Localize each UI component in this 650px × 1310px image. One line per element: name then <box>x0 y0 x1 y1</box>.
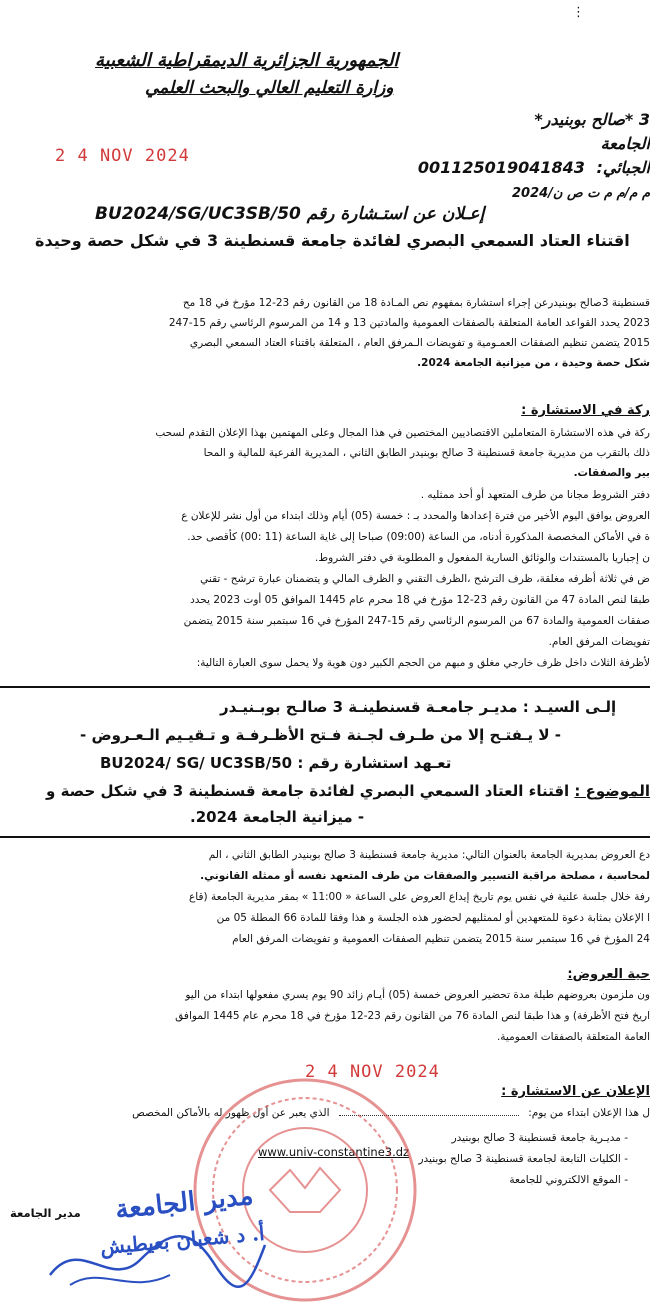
section1-line: تفويضات المرفق العام. <box>548 636 650 648</box>
venue-item: - مديـرية جامعة قسنطينة 3 صالح بوبنيدر <box>451 1132 628 1144</box>
date-stamp-bottom: 2 4 NOV 2024 <box>305 1062 440 1082</box>
ministry-heading: وزارة التعليم العالي والبحث العلمي <box>145 78 394 98</box>
envelope-bottom-border <box>0 836 650 838</box>
envelope-subject-text: اقتناء العتاد السمعي البصري لفائدة جامعة قسنطينة 3 في شكل حصة و <box>46 782 570 800</box>
announcement-subject: اقتناء العتاد السمعي البصري لفائدة جامعة قسنطينة 3 في شكل حصة وحيدة <box>35 231 630 250</box>
envelope-addressee: إلـى السيـد : مديـر جامعـة قسنطينـة 3 صالـح بوبـنيـدر <box>220 698 617 716</box>
section2-line: 24 المؤرخ في 16 سبتمبر سنة 2015 يتضمن تنظيم الصفقات العمومية و تفويضات المرفق العام <box>232 933 650 945</box>
section3-line: ون ملزمون بعروضهم طيلة مدة تحضير العروض خمسة (05) أيـام زائد 90 يوم يسري مفعولها ابتداء من اليو <box>185 989 650 1001</box>
section4-heading: الإعلان عن الاستشارة : <box>501 1084 650 1099</box>
intro-line-3: 2015 يتضمن تنظيم الصفقات العمـومية و تفويضات الـمرفق العام ، المتعلقة باقتناء العتاد السمعي البصري <box>189 337 650 349</box>
section3-line: العامة المتعلقة بالصفقات العمومية. <box>496 1031 650 1043</box>
bullet-dash: - <box>624 1132 628 1144</box>
publication-start-label: ل هذا الإعلان ابتداء من يوم: <box>528 1107 650 1119</box>
director-title: مدير الجامعة <box>10 1206 81 1220</box>
section1-line: ض في ثلاثة أظرفه مغلقة، ظرف الترشح ،الظرف التقني و الظرف المالي و يتضمنان عبارة ترشح - تقني <box>200 573 650 585</box>
republic-heading: الجمهورية الجزائرية الديمقراطية الشعبية <box>95 50 399 71</box>
signature-stamp-title: مدير الجامعة <box>113 1180 255 1226</box>
section3-heading: حية العروض: <box>567 967 650 982</box>
scan-mark: ⋮ <box>572 5 585 20</box>
section2-line: رفة خلال جلسة علنية في نفس يوم تاريخ إيداع العروض على الساعة « 11:00 » بمقر مديرية الجامعة (قاع <box>189 891 650 903</box>
university-name: 3 *صالح بوبنيدر* <box>534 110 650 129</box>
signature-stamp-name: أ. د شعبان بعيطيش <box>99 1220 266 1260</box>
tax-id-row <box>418 160 650 176</box>
section1-line: العروض يوافق اليوم الأخير من فترة إعدادها والمحدد بـ : خمسة (05) أيام وذلك ابتداء من أول نشر للإعلان ع <box>181 510 650 522</box>
publication-tail: الذي يعبر عن أول ظهور له بالأماكن المخصص <box>132 1107 330 1119</box>
announcement-title: إعـلان عن استـشارة رقم BU2024/SG/UC3SB/50 <box>95 204 485 224</box>
management-label: الجامعة <box>600 134 650 153</box>
venue-item: - الكليات التابعة لجامعة قسنطينة 3 صالح بوبنيدر <box>418 1153 628 1165</box>
venue-item: - الموقع الالكتروني للجامعة <box>509 1174 628 1186</box>
section1-line: ذلك بالتقرب من مديرية جامعة قسنطينة 3 صالح بوبنيدر الطابق الثاني ، المديرية الفرعية للمالية و المحا <box>203 447 650 459</box>
intro-line-2: 2023 يحدد القواعد العامة المتعلقة بالصفقات العمومية والمادتين 13 و 14 من المرسوم الرئاسي رقم 15-247 <box>168 317 650 329</box>
bullet-dash: - <box>624 1153 628 1165</box>
section2-line: لمحاسبة ، مصلحة مراقبة التسيير والصفقات من طرف المتعهد نفسه أو ممثله القانوني. <box>200 870 650 882</box>
section3-line: اريخ فتح الأظرفة) و هذا طبقا لنص المادة 76 من القانون رقم 23-12 مؤرخ في 18 محرم عام 1445 الموافق <box>175 1010 650 1022</box>
date-stamp-top: 2 4 NOV 2024 <box>55 146 190 166</box>
bullet-dash: - <box>624 1174 628 1186</box>
section1-line: صفقات العمومية والمادة 67 من المرسوم الرئاسي رقم 15-247 المؤرخ في 16 سبتمبر سنة 2015 يتضمن <box>183 615 650 627</box>
reference-number: م م/م م ت ص ن/2024 <box>511 186 650 201</box>
section1-line: دفتر الشروط مجانا من طرف المتعهد أو أحد ممثليه . <box>420 489 650 501</box>
tax-id-label: الجبائي: <box>596 158 650 177</box>
intro-line-1: قسنطينة 3صالح بوبنيدرعن إجراء استشارة بمفهوم نص المـادة 18 من القانون رقم 23-12 مؤرخ في 18 مح <box>182 297 650 309</box>
section1-heading: ركة في الاستشارة : <box>521 403 650 418</box>
handwritten-signature <box>40 1205 270 1295</box>
tax-id-value: 001125019041843 <box>417 158 585 177</box>
section1-line: ة في الأماكن المخصصة المذكورة أدناه، من الساعة (09:00) صباحا إلى غاية الساعة (11 :00) كأقصى حد. <box>187 531 650 543</box>
envelope-top-border <box>0 686 650 688</box>
envelope-no-open: - لا يـفتـح إلا من طـرف لجـنة فـتح الأظـرفـة و تـقيـيم الـعـروض - <box>80 726 561 744</box>
section1-line: ركة في هذه الاستشارة المتعاملين الاقتصاديين المختصين في هذا المجال وعلى المهتمين بهذا الإعلان التقدم لسحب <box>155 427 650 439</box>
section1-line: طبقا لنص المادة 47 من القانون رقم 23-12 مؤرخ في 18 محرم عام 1445 الموافق 05 أوت 2023 يحدد <box>190 594 650 606</box>
envelope-budget: - ميزانية الجامعة 2024. <box>190 808 365 826</box>
section2-line: ا الإعلان بمثابة دعوة للمتعهدين أو لممثليهم لحضور هذه الجلسة و هذا وفقا للمادة 66 المطلة 05 من <box>216 912 650 924</box>
section2-line: دع العروض بمديرية الجامعة بالعنوان التالي: مديرية جامعة قسنطينة 3 صالح بوبنيدر الطابق الثاني ، الم <box>208 849 650 861</box>
section1-line: لأظرفة الثلاث داخل ظرف خارجي مغلق و مبهم من الحجم الكبير دون هوية ولا يحمل سوى العبارة التالية: <box>196 657 650 669</box>
section1-line: بير والصفقات. <box>573 467 650 479</box>
intro-line-4: شكل حصة وحيدة ، من ميزانية الجامعة 2024. <box>417 357 650 369</box>
section1-line: ن إجباريا بالمستندات والوثائق السارية المفعول و المطلوبة في دفتر الشروط. <box>315 552 650 564</box>
envelope-subject-row <box>46 784 650 799</box>
envelope-reference: تعـهد استشارة رقم : BU2024/ SG/ UC3SB/50 <box>100 754 452 772</box>
envelope-subject-label: الموضوع : <box>574 782 650 800</box>
website-link[interactable]: www.univ-constantine3.dz <box>258 1145 410 1159</box>
